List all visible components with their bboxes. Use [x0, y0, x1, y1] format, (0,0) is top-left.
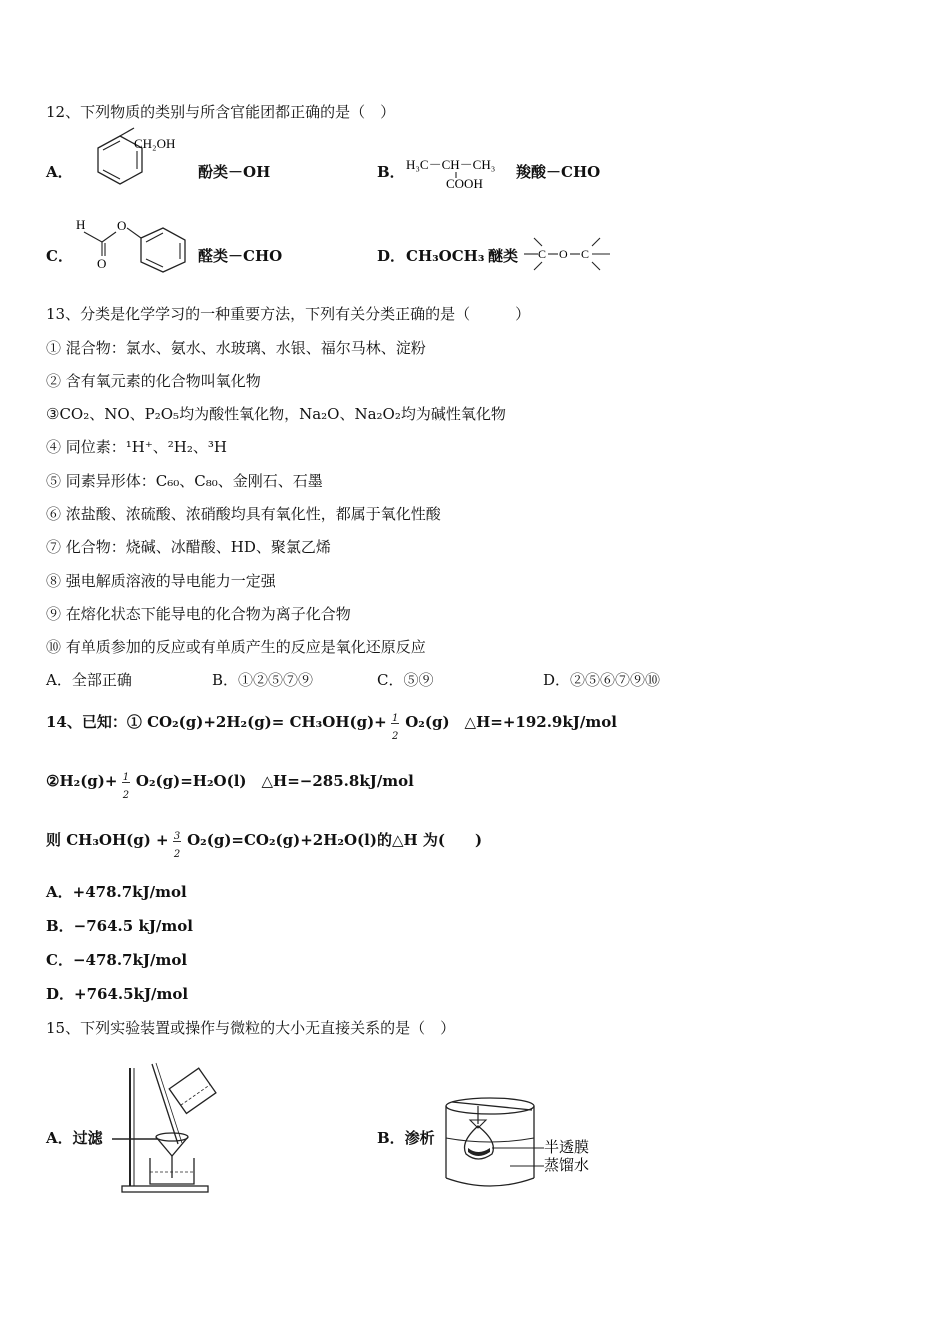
q14-line2 [46, 766, 414, 801]
ether-group-structure [522, 232, 614, 274]
q12-a-formula: CH₂OH [134, 136, 176, 151]
q12-option-b-letter: B． [377, 163, 405, 181]
isobutyric-acid-structure [404, 152, 514, 194]
q14-line3-part2: O₂(g)=CO₂(g)+2H₂O(l)的△H 为( ) [187, 831, 483, 849]
q12-c-formula-h: H [76, 217, 86, 232]
q14-option-c: C．−478.7kJ/mol [46, 951, 188, 969]
q14-line1-part1: 14、已知：① CO₂(g)+2H₂(g)= CH₃OH(g)+ [46, 713, 387, 731]
benzyl-alcohol-structure [76, 130, 196, 190]
q12-option-a-desc: 酚类－OH [198, 163, 271, 181]
q14-line1-frac-num: 1 [391, 713, 399, 724]
q14-line1-fraction [391, 707, 400, 742]
q14-line3 [46, 825, 483, 860]
q14-line3-fraction [173, 825, 182, 860]
q13-item-5: ⑤ 同素异形体：C₆₀、C₈₀、金刚石、石墨 [46, 472, 323, 490]
filtration-apparatus-icon [112, 1060, 222, 1196]
q14-line2-frac-num: 1 [122, 772, 130, 783]
q12-c-formula-o2: O [97, 256, 107, 271]
q12-d-group-c1: C [538, 247, 547, 261]
q13-item-6: ⑥ 浓盐酸、浓硫酸、浓硝酸均具有氧化性，都属于氧化性酸 [46, 505, 441, 523]
q13-option-b: B．①②⑤⑦⑨ [212, 671, 314, 689]
q12-option-c-letter: C． [46, 247, 73, 265]
q14-line1-part2: O₂(g) △H=+192.9kJ/mol [405, 713, 617, 731]
q13-stem: 13、分类是化学学习的一种重要方法，下列有关分类正确的是（ ） [46, 305, 531, 323]
q12-d-group-o: O [559, 247, 568, 261]
q13-item-7: ⑦ 化合物：烧碱、冰醋酸、HD、聚氯乙烯 [46, 538, 331, 556]
q14-line1-frac-bar [391, 723, 399, 724]
q12-d-group-c2: C [581, 247, 590, 261]
q15-option-b: B．渗析 [377, 1129, 435, 1147]
q14-line2-frac-bar [122, 782, 130, 783]
q13-item-9: ⑨ 在熔化状态下能导电的化合物为离子化合物 [46, 605, 351, 623]
q12-option-d-text: CH₃OCH₃ [406, 247, 485, 265]
dialysis-apparatus-icon [440, 1090, 620, 1200]
q12-b-formula-top: H₃C－CH－CH₃ [406, 157, 496, 172]
q14-line2-part2: O₂(g)=H₂O(l) △H=−285.8kJ/mol [135, 772, 414, 790]
q14-line3-frac-den: 2 [173, 849, 181, 860]
label-semipermeable-membrane: 半透膜 [544, 1140, 590, 1156]
q12-option-c-desc: 醛类－CHO [198, 247, 283, 265]
q13-option-c: C．⑤⑨ [377, 671, 434, 689]
q14-line2-part1: ②H₂(g)+ [46, 772, 118, 790]
q14-line1-frac-den: 2 [391, 731, 399, 742]
q12-stem: 12、下列物质的类别与所含官能团都正确的是（ ） [46, 103, 396, 121]
q14-line3-frac-bar [173, 841, 181, 842]
q13-item-3: ③CO₂、NO、P₂O₅均为酸性氧化物，Na₂O、Na₂O₂均为碱性氧化物 [46, 405, 506, 423]
q12-option-d-desc: 醚类 [488, 247, 519, 265]
q14-line2-frac-den: 2 [122, 790, 130, 801]
label-distilled-water: 蒸馏水 [544, 1158, 590, 1174]
q12-option-b-desc: 羧酸－CHO [516, 163, 601, 181]
q13-item-4: ④ 同位素：¹H⁺、²H₂、³H [46, 438, 227, 456]
q13-item-10: ⑩ 有单质参加的反应或有单质产生的反应是氧化还原反应 [46, 638, 426, 656]
q13-item-8: ⑧ 强电解质溶液的导电能力一定强 [46, 572, 276, 590]
q13-item-1: ① 混合物：氯水、氨水、水玻璃、水银、福尔马林、淀粉 [46, 339, 426, 357]
q14-line1 [46, 707, 617, 742]
q15-option-a: A．过滤 [46, 1129, 103, 1147]
q12-option-d-letter: D． [377, 247, 406, 265]
q12-b-formula-bottom: COOH [446, 176, 483, 191]
q14-line3-part1: 则 CH₃OH(g) + [46, 831, 169, 849]
q13-option-d: D．②⑤⑥⑦⑨⑩ [543, 671, 661, 689]
q12-option-a-letter: A． [46, 163, 73, 181]
q14-option-d: D．+764.5kJ/mol [46, 985, 189, 1003]
q14-option-a: A．+478.7kJ/mol [46, 883, 187, 901]
q12-c-formula-o1: O [117, 218, 127, 233]
q13-option-a: A．全部正确 [46, 671, 132, 689]
phenyl-formate-structure [74, 216, 194, 272]
q14-line3-frac-num: 3 [173, 831, 181, 842]
q15-stem: 15、下列实验装置或操作与微粒的大小无直接关系的是（ ） [46, 1019, 456, 1037]
q14-line2-fraction [122, 766, 131, 801]
q13-item-2: ② 含有氧元素的化合物叫氧化物 [46, 372, 261, 390]
q14-option-b: B．−764.5 kJ/mol [46, 917, 193, 935]
